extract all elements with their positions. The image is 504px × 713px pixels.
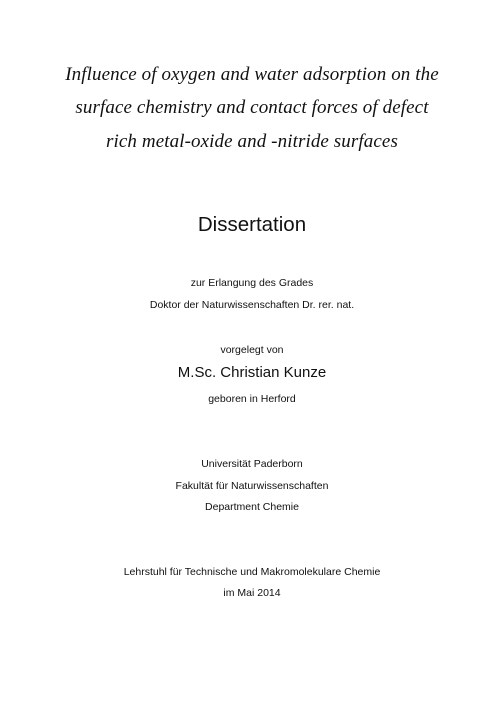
department-name: Department Chemie: [205, 501, 299, 513]
degree-line-2: Doktor der Naturwissenschaften Dr. rer. nat.: [149, 299, 355, 311]
degree-line-1: zur Erlangung des Grades: [190, 277, 314, 289]
university-name: Universität Paderborn: [201, 458, 303, 470]
thesis-title-line-3: rich metal-oxide and -nitride surfaces: [106, 131, 398, 152]
chair-name: Lehrstuhl für Technische und Makromolekulare Chemie: [123, 566, 381, 578]
thesis-title-line-1: Influence of oxygen and water adsorption on the: [65, 64, 439, 85]
thesis-title-line-2: surface chemistry and contact forces of defect: [75, 97, 429, 118]
submission-date: im Mai 2014: [223, 587, 281, 599]
submitted-by-label: vorgelegt von: [220, 344, 284, 356]
author-name: M.Sc. Christian Kunze: [177, 364, 327, 381]
document-type: Dissertation: [197, 213, 307, 236]
faculty-name: Fakultät für Naturwissenschaften: [175, 480, 329, 492]
birthplace: geboren in Herford: [208, 393, 296, 405]
